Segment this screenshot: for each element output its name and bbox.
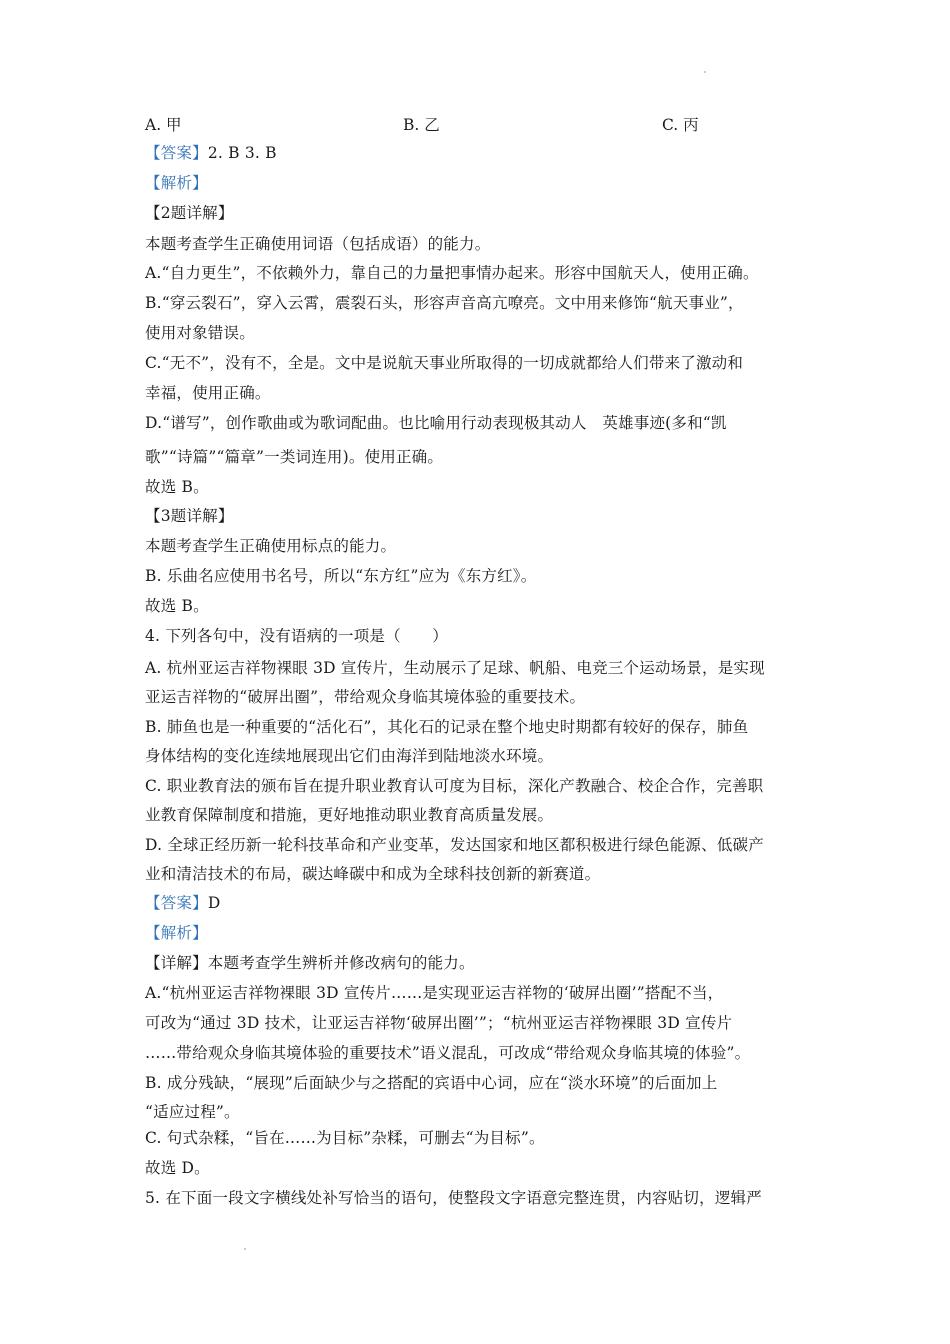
text-line: [145, 535, 815, 557]
text-line: [145, 505, 815, 527]
line-text: B. 肺鱼也是一种重要的“活化石”，其化石的记录在整个地史时期都有较好的保存，肺鱼: [145, 718, 749, 736]
line-text: 【2题详解】: [145, 204, 234, 222]
line-text: 亚运吉祥物的“破屏出圈”，带给观众身临其境体验的重要技术。: [145, 688, 586, 706]
line-text: “适应过程”。: [145, 1103, 240, 1121]
line-text: A. 杭州亚运吉祥物裸眼 3D 宣传片，生动展示了足球、帆船、电竞三个运动场景，是实现: [145, 659, 765, 677]
text-line: [145, 745, 815, 767]
section-tag: 【答案】: [145, 144, 208, 162]
line-text: 故选 B。: [145, 478, 209, 496]
text-line: [145, 804, 815, 826]
text-line: [145, 262, 815, 284]
line-text: B. 成分残缺，“展现”后面缺少与之搭配的宾语中心词，应在“淡水环境”的后面加上: [145, 1074, 718, 1092]
line-text: 本题考查学生正确使用词语（包括成语）的能力。: [145, 235, 491, 253]
line-text: 业和清洁技术的布局，碳达峰碳中和成为全球科技创新的新赛道。: [145, 865, 601, 883]
text-line: [145, 352, 815, 374]
line-text: C. 句式杂糅，“旨在……为目标”杂糅，可删去“为目标”。: [145, 1129, 545, 1147]
text-line: [145, 446, 815, 468]
text-line: [145, 892, 815, 914]
text-line: [145, 686, 815, 708]
text-line: [145, 1101, 815, 1123]
text-line: [145, 412, 815, 434]
text-line: [145, 1187, 815, 1209]
line-text: 本题考查学生正确使用标点的能力。: [145, 537, 397, 555]
text-line: [145, 657, 815, 679]
line-text: 5. 在下面一段文字横线处补写恰当的语句，使整段文字语意完整连贯，内容贴切，逻辑严: [145, 1189, 762, 1207]
line-text: 幸福，使用正确。: [145, 384, 271, 402]
line-text: 故选 D。: [145, 1159, 210, 1177]
option-a: A. 甲: [145, 116, 182, 134]
line-text: 故选 B。: [145, 597, 209, 615]
text-line: [145, 922, 815, 944]
text-line: [145, 476, 815, 498]
line-text: B.“穿云裂石”，穿入云霄，震裂石头，形容声音高亢嘹亮。文中用来修饰“航天事业”，: [145, 294, 744, 312]
text-line: [145, 292, 815, 314]
text-line: [145, 382, 815, 404]
line-text: 【3题详解】: [145, 507, 234, 525]
text-line: [145, 834, 815, 856]
line-text: 2. B 3. B: [207, 144, 277, 162]
line-text: ……带给观众身临其境体验的重要技术”语义混乱，可改成“带给观众身临其境的体验”。: [145, 1044, 751, 1062]
line-text: 身体结构的变化连续地展现出它们由海洋到陆地淡水环境。: [145, 747, 554, 765]
text-line: [145, 233, 815, 255]
line-text: 使用对象错误。: [145, 324, 255, 342]
line-text: 歌”“诗篇”“篇章”一类词连用)。使用正确。: [145, 448, 444, 466]
option-b: B. 乙: [403, 116, 440, 134]
line-text: C.“无不”，没有不，全是。文中是说航天事业所取得的一切成就都给人们带来了激动和: [145, 354, 744, 372]
line-text: D. 全球正经历新一轮科技革命和产业变革，发达国家和地区都积极进行绿色能源、低碳产: [145, 836, 764, 854]
line-text: 业教育保障制度和措施，更好地推动职业教育高质量发展。: [145, 806, 554, 824]
line-text: B. 乐曲名应使用书名号，所以“东方红”应为《东方红》。: [145, 567, 537, 585]
text-line: [145, 322, 815, 344]
page-speck: [244, 1248, 246, 1250]
line-text: C. 职业教育法的颁布旨在提升职业教育认可度为目标，深化产教融合、校企合作，完善职: [145, 777, 764, 795]
section-tag: 【解析】: [145, 924, 208, 942]
text-line: [145, 1072, 815, 1094]
option-c: C. 丙: [662, 116, 699, 134]
section-tag: 【解析】: [145, 174, 208, 192]
text-line: [145, 565, 815, 587]
text-line: [145, 172, 815, 194]
line-text: A.“自力更生”，不依赖外力，靠自己的力量把事情办起来。形容中国航天人，使用正确。: [145, 264, 759, 282]
text-line: [145, 625, 815, 647]
line-text: 4. 下列各句中，没有语病的一项是（ ）: [145, 627, 448, 645]
text-line: [145, 716, 815, 738]
text-line: [145, 952, 815, 974]
line-text: 【详解】本题考查学生辨析并修改病句的能力。: [145, 954, 475, 972]
text-line: [145, 142, 815, 164]
text-line: [145, 863, 815, 885]
line-text: D.“谱写”，创作歌曲或为歌词配曲。也比喻用行动表现极其动人 英雄事迹(多和“凯: [145, 414, 727, 432]
text-line: [145, 1127, 815, 1149]
text-line: [145, 1042, 815, 1064]
page-speck: [704, 71, 706, 73]
section-tag: 【答案】: [145, 894, 208, 912]
text-line: [145, 1012, 815, 1034]
text-line: [145, 202, 815, 224]
line-text: D: [207, 894, 221, 912]
text-line: [145, 775, 815, 797]
text-line: [145, 595, 815, 617]
line-text: 可改为“通过 3D 技术，让亚运吉祥物‘破屏出圈’”；“杭州亚运吉祥物裸眼 3D 宣传片: [145, 1014, 733, 1032]
text-line: [145, 1157, 815, 1179]
line-text: A.“杭州亚运吉祥物裸眼 3D 宣传片……是实现亚运吉祥物的‘破屏出圈’”搭配不当，: [145, 984, 724, 1002]
text-line: [145, 982, 815, 1004]
